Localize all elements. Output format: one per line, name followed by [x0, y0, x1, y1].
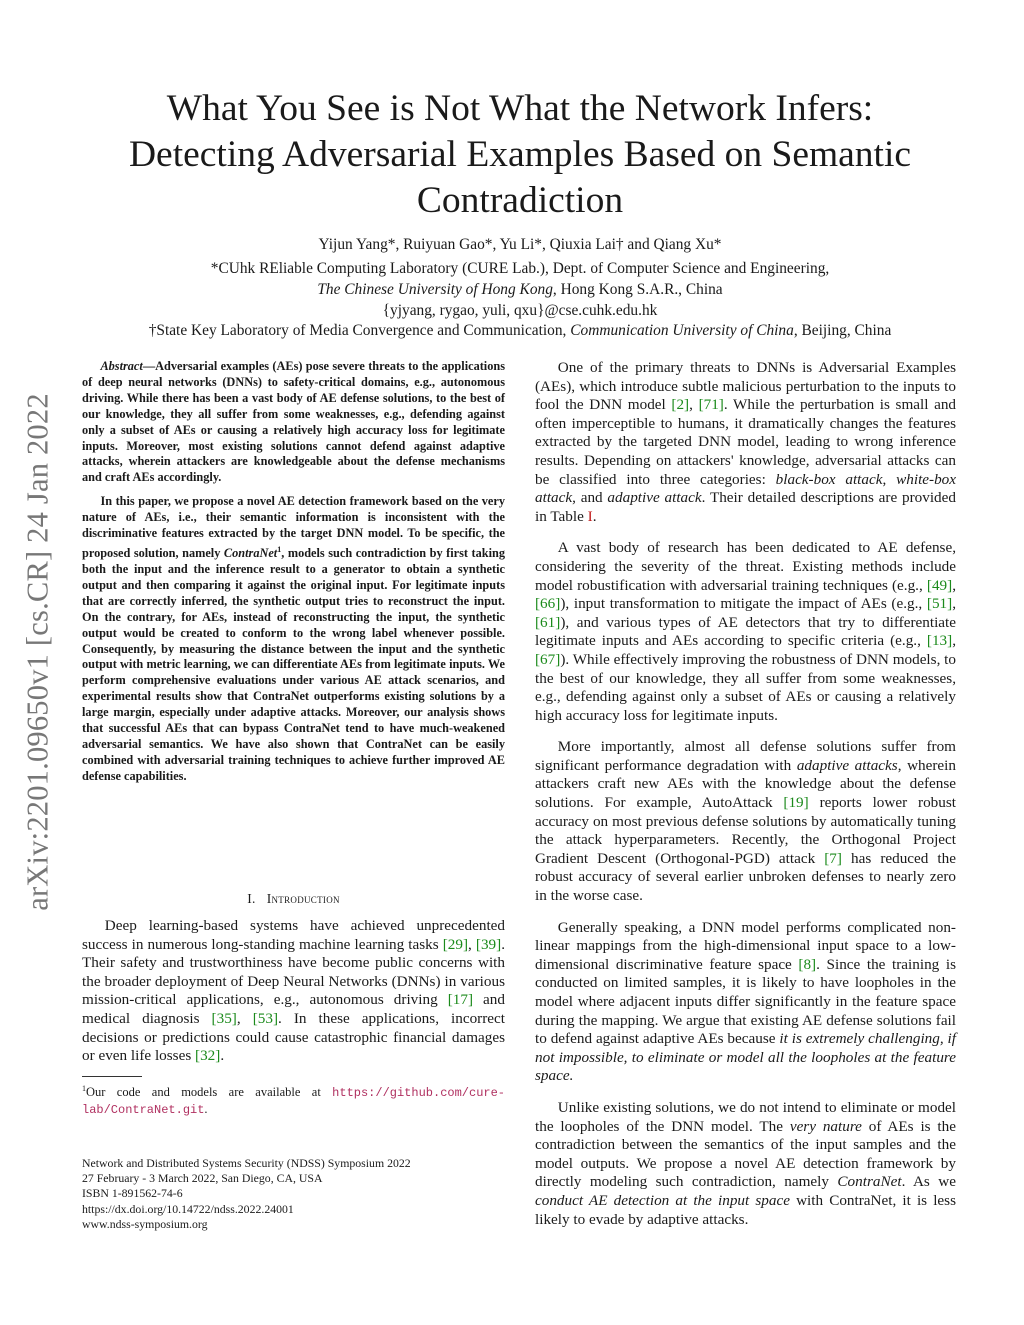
body-text: ). While effectively improving the robustness of DNN models, to the best of our knowledge, they all suffer from some weaknesses, e.g., defending against only a subset of AEs or causing a relatively high accuracy loss for legitimate inputs.	[535, 650, 956, 724]
abstract-paragraph-1	[82, 359, 505, 486]
body-text: Generally speaking, a DNN model performs complicated non-linear mappings from the high-dimensional input space to a low-dimensional discriminative feature space	[535, 918, 956, 973]
body-text: ), and various types of AE detectors that try to differentiate legitimate inputs and AEs according to specific criteria (e.g.,	[535, 613, 956, 650]
affiliation-cuhk	[60, 281, 980, 299]
body-text: has reduced the robust accuracy of several earlier unbroken defenses to nearly zero in the worse case.	[535, 849, 956, 905]
affiliation-cuc-a: †State Key Laboratory of Media Convergence and Communication,	[148, 322, 571, 339]
right-paragraph-5	[535, 1099, 956, 1229]
right-column	[535, 359, 956, 1229]
title-line-2: Detecting Adversarial Examples Based on Semantic	[128, 134, 912, 175]
citation-link[interactable]: [13]	[926, 632, 953, 650]
intro-text: ,	[468, 935, 476, 953]
footnote-rule	[82, 1076, 142, 1077]
right-paragraph-2	[535, 539, 956, 725]
body-text: . While the perturbation is small and often imperceptible to humans, it dramatically changes the features extracted by the targeted DNN model, leading to wrong inference results. Depending on attackers' knowledge, adversarial attacks can be classified into three categories:	[535, 396, 957, 488]
footnote-url-link[interactable]: https://github.com/cure-lab/ContraNet.git	[82, 1086, 505, 1117]
affiliation-cuhk-univ: The Chinese University of Hong Kong	[317, 281, 553, 298]
abstract-p1-text: Adversarial examples (AEs) pose severe threats to the applications of deep neural networks (DNNs) to safety-critical domains, e.g., autonomous driving. While there has been a vast body of AE defense solutions, to the best of our knowledge, they all suffer from some weaknesses, e.g., defending against only a subset of AEs or causing a relatively high accuracy loss for legitimate inputs. Moreover, most existing solutions cannot defend against adaptive attacks, wherein attackers are knowledgeable about the defense mechanisms and craft AEs accordingly.	[82, 359, 505, 485]
title-line-3: Contradiction	[416, 180, 624, 221]
citation-link[interactable]: [7]	[824, 849, 842, 867]
emphasis-text: conduct AE detection at the input space	[535, 1191, 790, 1209]
citation-link[interactable]: [61]	[535, 613, 561, 631]
venue-info	[82, 1156, 505, 1232]
citation-link[interactable]: [35]	[211, 1009, 237, 1027]
body-text: reports lower robust accuracy on most previous defense solutions by automatically tuning the attack hyperparameters. Recently, the Orthogonal Project Gradient Descent (Orthogonal-PGD) attack	[535, 794, 956, 867]
footnote-text: Our code and models are available at	[86, 1085, 333, 1100]
emphasis-text: it is extremely challenging, if not impossible, to eliminate or model all the loopholes at the feature space.	[535, 1030, 956, 1085]
section-title: Introduction	[266, 891, 340, 906]
table-ref-link[interactable]: I	[587, 507, 593, 525]
body-text: One of the primary threats to DNNs is Adversarial Examples (AEs), which introduce subtle malicious perturbation to the inputs to fool the DNN model	[535, 359, 956, 414]
citation-link[interactable]: [2]	[671, 396, 690, 414]
section-heading-introduction	[82, 891, 505, 907]
body-text: , and	[572, 489, 608, 507]
citation-link[interactable]: [17]	[447, 991, 474, 1009]
affiliation-cuhk-rest: , Hong Kong S.A.R., China	[552, 281, 723, 298]
affiliation-cure: *CUhk REliable Computing Laboratory (CURE Lab.), Dept. of Computer Science and Engineering,	[210, 260, 830, 277]
citation-link[interactable]: [29]	[442, 935, 469, 953]
affiliation-cuc-univ: Communication University of China	[570, 322, 794, 339]
footnote-mark: 1	[82, 1084, 86, 1093]
body-text: ,	[882, 470, 897, 488]
emphasis-text: very nature	[789, 1117, 862, 1135]
body-text: ,	[952, 595, 956, 613]
intro-text: Deep learning-based systems have achieved unprecedented success in numerous long-standing machine learning tasks	[82, 917, 505, 953]
venue-line-2: 27 February - 3 March 2022, San Diego, CA, USA	[82, 1171, 323, 1186]
term-adaptive: adaptive attack	[607, 489, 702, 507]
citation-link[interactable]: [67]	[535, 650, 561, 668]
body-text: . As we	[901, 1173, 956, 1191]
citation-link[interactable]: [19]	[783, 794, 809, 812]
title-line-1: What You See is Not What the Network Infers:	[166, 88, 874, 129]
term-white-box: white-box attack	[535, 470, 957, 507]
intro-text: .	[220, 1047, 225, 1065]
abstract-p2-text-b: , models such contradiction by first taking both the input and the inference result to a generator to obtain a synthetic output and then comparing it against the original input. For legitimate inputs that are correctly inferred, the synthetic output tries to reconstruct the input. On the contrary, for AEs, instead of reconstructing the input, the synthetic output would be created to conform to the wrong label whenever possible. Consequently, by measuring the distance between the input and the synthetic output with metric learning, we can differentiate AEs from legitimate inputs. We perform comprehensive evaluations under various AE attack scenarios, and experimental results show that ContraNet outperforms existing solutions by a large margin, especially under adaptive attacks. Moreover, our analysis shows that successful AEs that can bypass ContraNet tend to have much-weakened adversarial semantics. We have also shown that ContraNet can be easily combined with adversarial training techniques to achieve further improved AE defense capabilities.	[82, 546, 505, 783]
citation-link[interactable]: [51]	[926, 595, 953, 613]
intro-paragraph	[82, 917, 505, 1066]
citation-link[interactable]: [49]	[926, 576, 953, 594]
affiliation-cuc	[60, 322, 980, 340]
abstract-lead: Abstract	[100, 359, 143, 373]
abstract-dash: —	[142, 359, 156, 373]
arxiv-stamp	[18, 362, 58, 942]
paper-title	[60, 86, 980, 224]
venue-doi-link[interactable]: https://dx.doi.org/10.14722/ndss.2022.24001	[82, 1201, 294, 1216]
abstract	[82, 359, 505, 785]
citation-link[interactable]: [39]	[475, 935, 502, 953]
term-contranet: ContraNet	[837, 1173, 902, 1191]
body-text: . Their detailed descriptions are provided in Table	[535, 489, 956, 525]
author-list: Yijun Yang*, Ruiyuan Gao*, Yu Li*, Qiuxia Lai† and Qiang Xu*	[318, 236, 722, 253]
right-paragraph-3	[535, 738, 956, 905]
footnote-end: .	[204, 1101, 208, 1116]
intro-text: ,	[236, 1009, 253, 1027]
body-text: ), input transformation to mitigate the impact of AEs (e.g.,	[560, 595, 927, 613]
citation-link[interactable]: [66]	[535, 595, 561, 613]
body-text: More importantly, almost all defense solutions suffer from significant performance degradation with	[535, 738, 956, 774]
footnote	[82, 1081, 505, 1118]
author-emails: {yjyang, rygao, yuli, qxu}@cse.cuhk.edu.hk	[382, 302, 658, 319]
body-text: ,	[952, 576, 956, 594]
term-black-box: black-box attack	[775, 470, 883, 488]
right-paragraph-4	[535, 919, 956, 1086]
venue-line-1: Network and Distributed Systems Security (NDSS) Symposium 2022	[82, 1156, 411, 1170]
citation-link[interactable]: [32]	[195, 1047, 221, 1065]
venue-line-3: ISBN 1-891562-74-6	[82, 1186, 183, 1201]
venue-website-link[interactable]: www.ndss-symposium.org	[82, 1216, 208, 1231]
body-text: Unlike existing solutions, we do not intend to eliminate or model the loopholes of the DNN model. The	[535, 1098, 956, 1135]
intro-text: . In these applications, incorrect decisions or predictions could cause catastrophic financial damages or even life losses	[82, 1009, 505, 1065]
section-number: I.	[247, 891, 256, 906]
affiliation-cuc-b: , Beijing, China	[793, 322, 892, 339]
body-text: .	[592, 507, 597, 525]
citation-link[interactable]: [53]	[252, 1009, 279, 1027]
body-text: of AEs is the contradiction between the semantics of the input samples and the model outputs. We propose a novel AE detection framework by directly modeling such contradiction, namely	[535, 1117, 956, 1191]
abstract-contranet: ContraNet	[223, 546, 278, 561]
arxiv-stamp-text: arXiv:2201.09650v1 [cs.CR] 24 Jan 2022	[20, 393, 55, 911]
abstract-p2-text-a: In this paper, we propose a novel AE detection framework based on the very nature of AEs, i.e., their semantic information is inconsistent with the discriminative features extracted by the target DNN model. To be specific, the proposed solution, namely	[82, 494, 505, 561]
body-text: ,	[689, 396, 699, 414]
body-text: , wherein attackers craft new AEs with the knowledge about the defense solutions. For example, AutoAttack	[535, 756, 956, 812]
abstract-paragraph-2	[82, 494, 505, 784]
intro-text: and medical diagnosis	[82, 991, 505, 1027]
intro-paragraph-1	[82, 917, 505, 1066]
footnote-marker: 1	[277, 544, 282, 554]
body-text: ,	[952, 632, 956, 650]
body-text: with ContraNet, it is less likely to evade by adaptive attacks.	[535, 1191, 956, 1228]
body-text: A vast body of research has been dedicated to AE defense, considering the severity of the threat. Existing methods include model robustification with adversarial training techniques (e.g.,	[535, 539, 956, 594]
body-text: . Since the training is conducted on limited samples, it is likely to have loopholes in the model where adjacent inputs differ significantly in the feature space during the mapping. We argue that existing AE defense solutions fail to defend against adaptive AEs because	[535, 955, 956, 1048]
term-adaptive-attacks: adaptive attacks	[796, 756, 898, 774]
right-paragraph-1	[535, 359, 956, 526]
intro-text: . Their safety and trustworthiness have become public concerns with the broader deployment of Deep Neural Networks (DNNs) in various mission-critical applications, e.g., autonomous driving	[82, 935, 505, 1009]
citation-link[interactable]: [71]	[698, 396, 724, 414]
citation-link[interactable]: [8]	[798, 955, 817, 973]
